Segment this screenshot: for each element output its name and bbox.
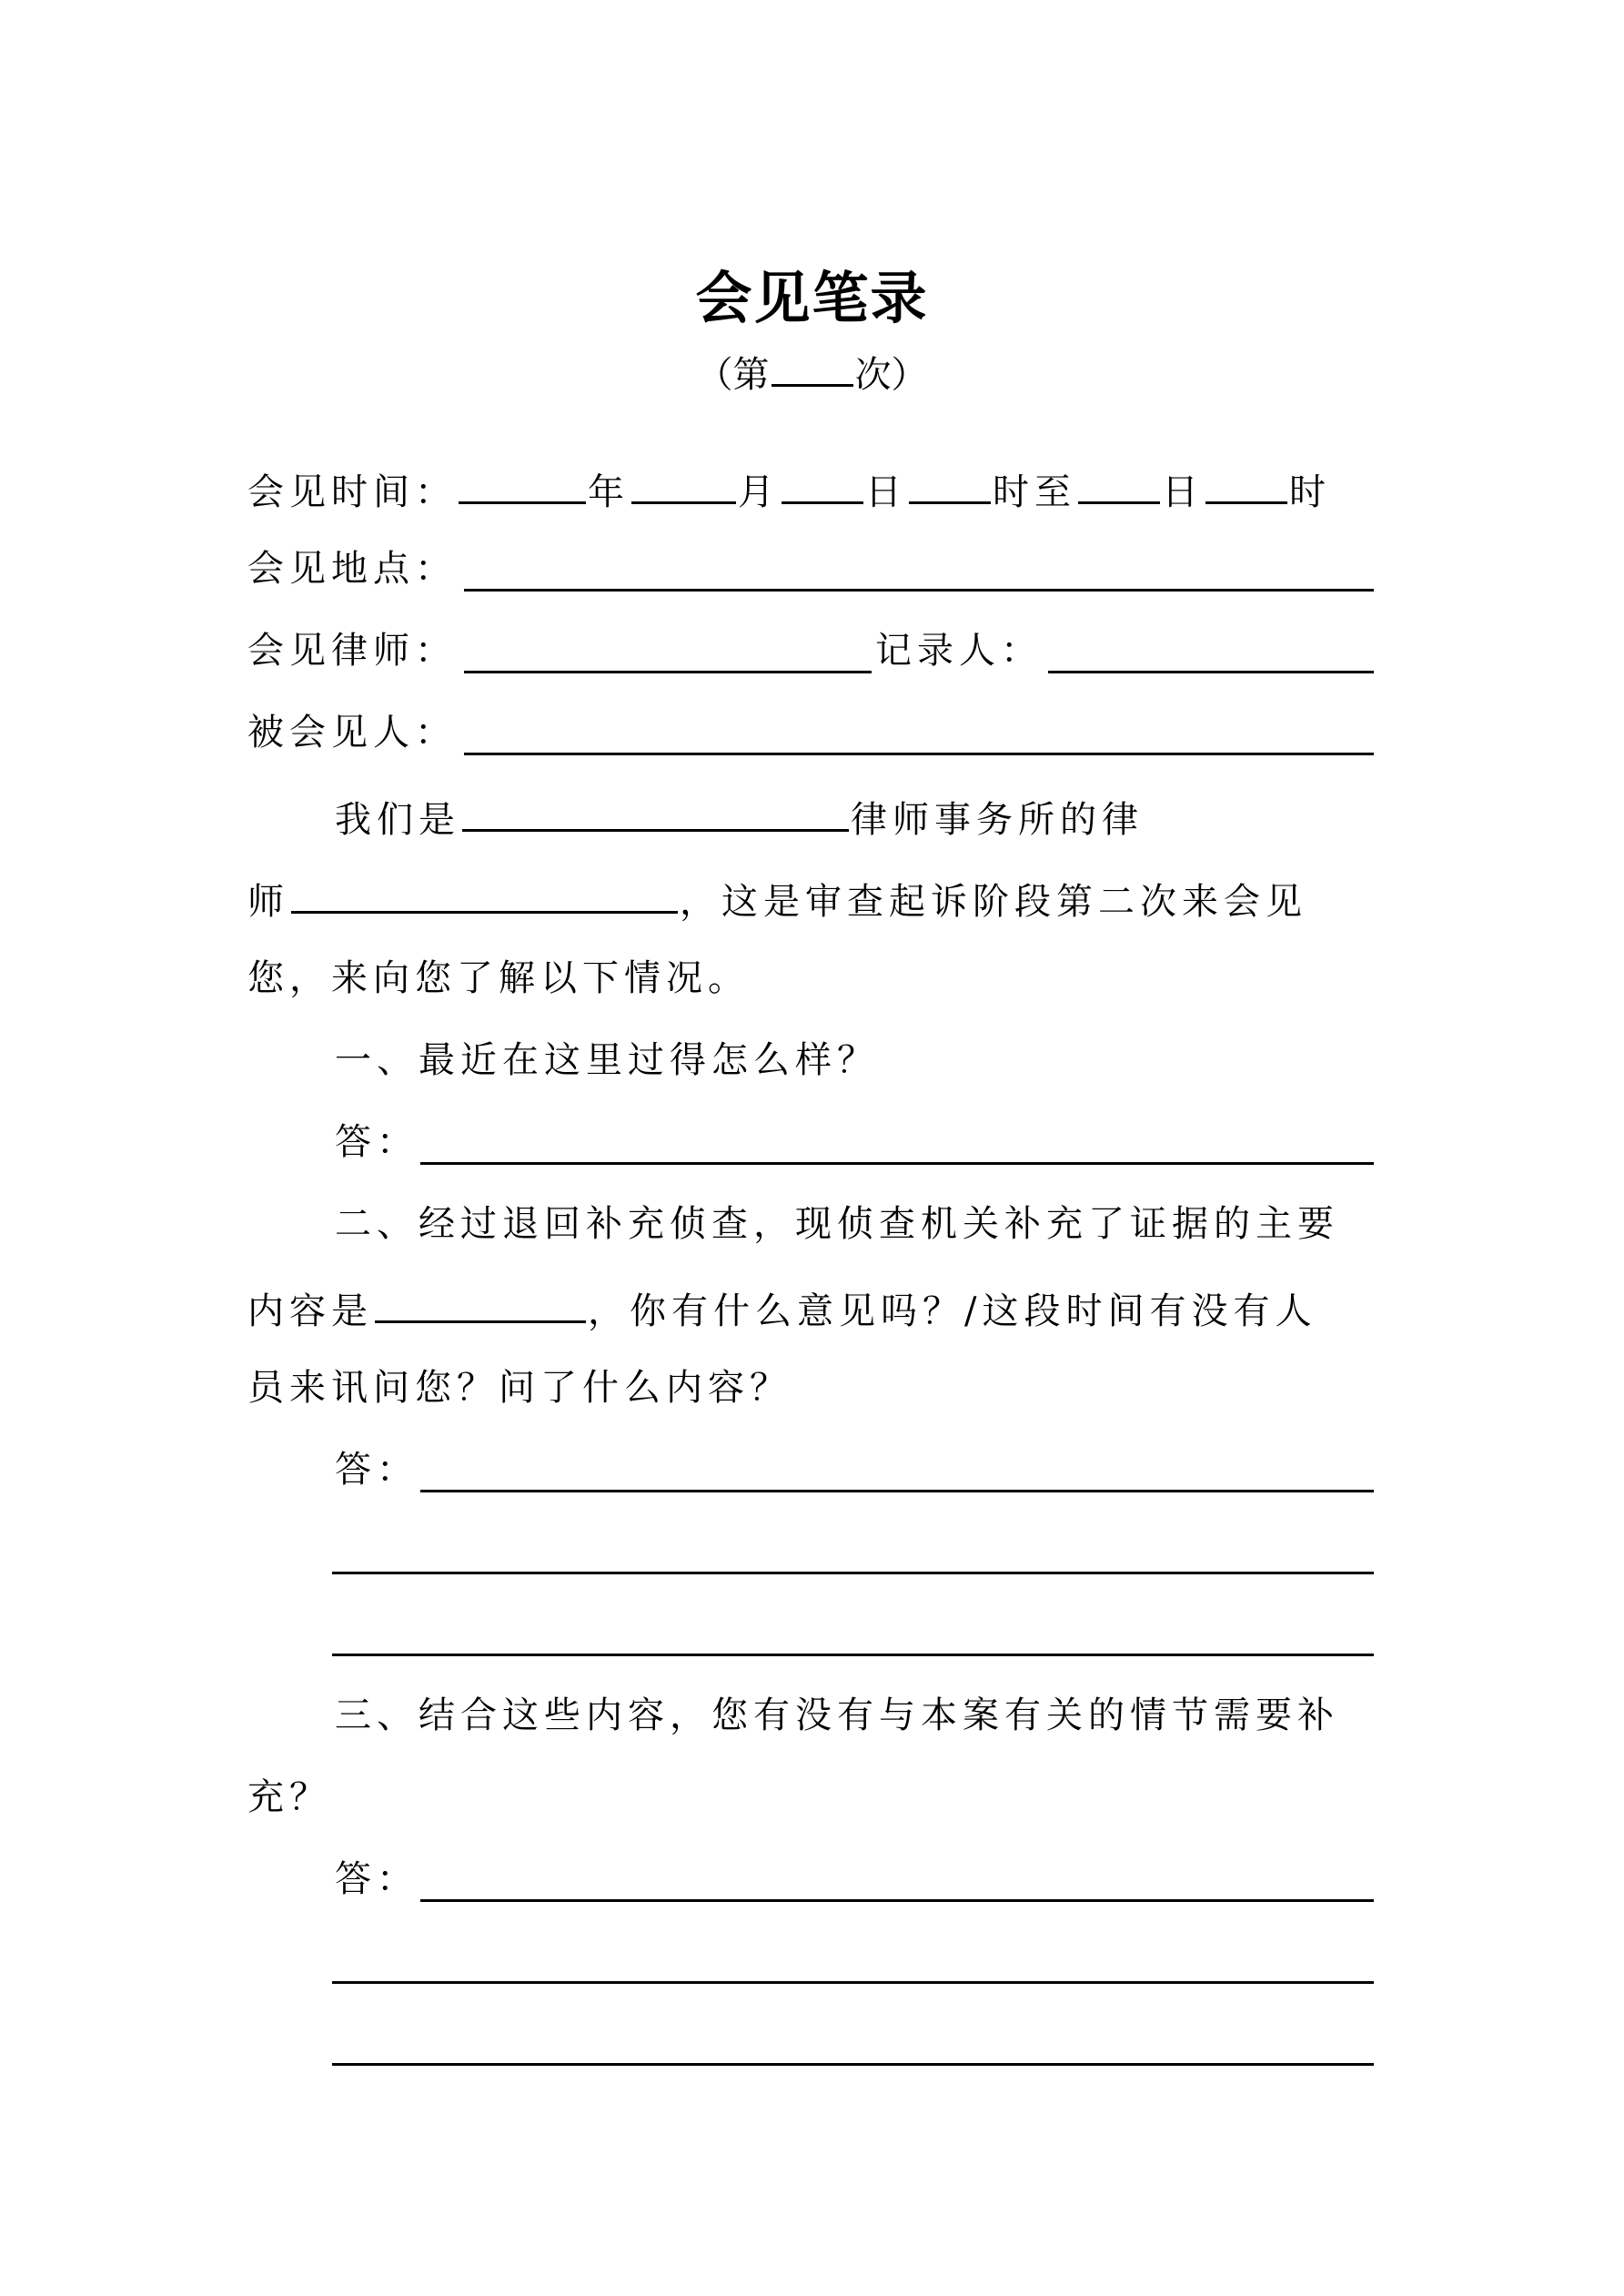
lawyer-name-blank[interactable] [291,869,678,914]
question-2-text-2a: 内容是 [247,1290,373,1332]
hour-to-label: 时至 [993,471,1076,513]
answer-1-label: 答： [335,1121,419,1163]
recorder-label-wrap [875,623,1043,678]
intro-text-2: 律师事务所的律 [851,799,1144,841]
question-1 [335,1033,879,1087]
session-number-blank[interactable] [772,348,853,387]
document-title: 会见笔录 [695,265,929,331]
answer-3-field[interactable] [420,1899,1374,1902]
meeting-time-row [247,460,1331,514]
interviewee-field[interactable] [464,753,1374,755]
question-3-text-1: 三、结合这些内容，您有没有与本案有关的情节需要补 [335,1694,1339,1736]
intro-text-3: 师 [247,881,289,923]
subtitle-suffix: 次） [854,354,928,396]
lawyer-label: 会见律师： [247,630,457,672]
answer-3-field-line-2[interactable] [332,1981,1374,1984]
end-hour-blank[interactable] [1205,460,1287,504]
year-blank[interactable] [459,460,586,504]
end-day-blank[interactable] [1078,460,1160,504]
answer-3-label: 答： [335,1858,419,1900]
question-3-line-1 [335,1688,1339,1743]
meeting-place-label: 会见地点： [247,548,457,590]
month-blank[interactable] [631,460,736,504]
intro-text-5: 您，来向您了解以下情况。 [247,957,750,999]
recorder-field[interactable] [1048,671,1374,673]
day-blank[interactable] [782,460,863,504]
answer-3-label-wrap [335,1852,419,1907]
lawyer-row [247,623,457,678]
answer-2-field-line-3[interactable] [332,1654,1374,1656]
lawyer-field[interactable] [464,671,872,673]
answer-1-field[interactable] [420,1162,1374,1165]
subtitle-prefix: （第 [696,354,770,396]
recorder-label: 记录人： [875,630,1043,672]
law-firm-blank[interactable] [462,787,849,832]
question-2-text-1: 二、经过退回补充侦查，现侦查机关补充了证据的主要 [335,1203,1339,1245]
end-hour-label: 时 [1289,471,1331,513]
day-label: 日 [865,471,907,513]
end-day-label: 日 [1162,471,1204,513]
answer-2-field-line-2[interactable] [332,1572,1374,1574]
question-2-line-2 [247,1279,1316,1333]
session-number [0,346,1624,398]
intro-text-1: 我们是 [335,799,460,841]
year-label: 年 [588,471,630,513]
meeting-place-field[interactable] [464,589,1374,592]
answer-2-label: 答： [335,1449,419,1491]
intro-line-3 [247,951,750,1006]
answer-2-field[interactable] [420,1490,1374,1492]
meeting-place-row [247,541,457,596]
question-2-line-3 [247,1360,792,1415]
interviewee-label: 被会见人： [247,712,457,754]
question-3-line-2 [247,1770,331,1825]
intro-line-1 [335,787,1144,842]
meeting-time-label: 会见时间： [247,471,457,513]
question-1-text: 一、最近在这里过得怎么样？ [335,1039,879,1081]
intro-text-4: ，这是审查起诉阶段第二次来会见 [680,881,1307,923]
question-2-line-1 [335,1197,1339,1251]
question-2-text-2b: ，你有什么意见吗？/这段时间有没有人 [588,1290,1317,1332]
answer-2-label-wrap [335,1442,419,1497]
month-label: 月 [738,471,780,513]
question-2-text-3: 员来讯问您？问了什么内容？ [247,1367,792,1409]
interviewee-row [247,705,457,760]
hour-blank[interactable] [909,460,991,504]
question-3-text-2: 充？ [247,1776,331,1818]
answer-3-field-line-3[interactable] [332,2063,1374,2066]
answer-1-label-wrap [335,1115,419,1169]
evidence-content-blank[interactable] [375,1279,586,1323]
intro-line-2 [247,869,1307,924]
